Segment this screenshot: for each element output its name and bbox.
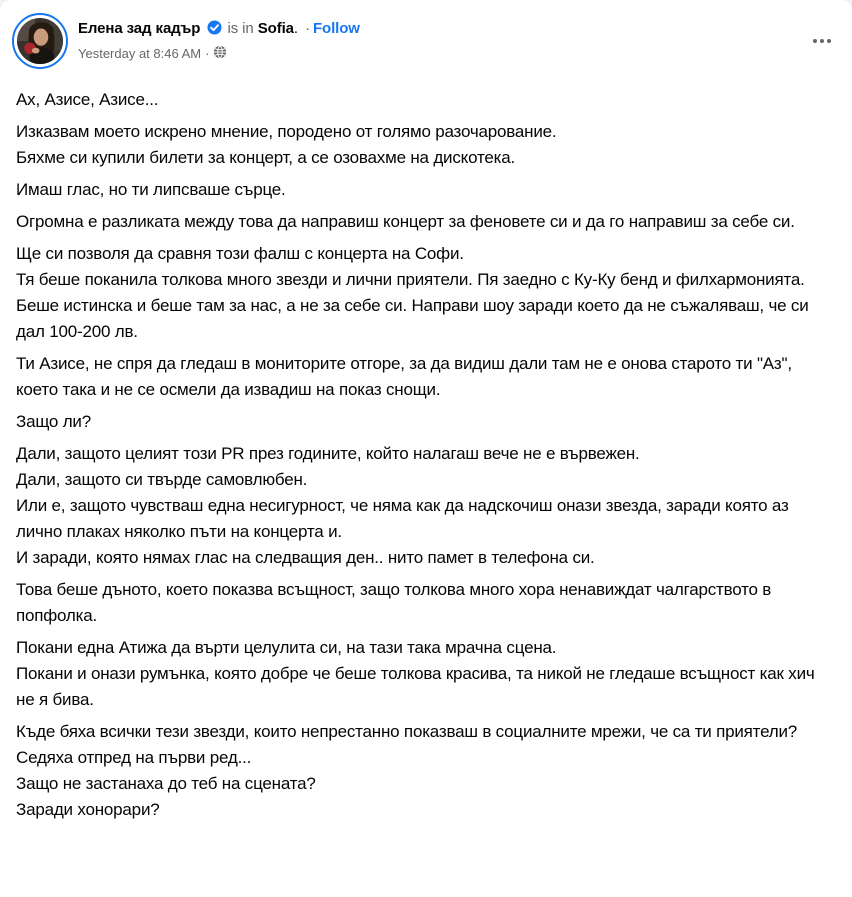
post-text-line: Седяха отпред на първи ред... bbox=[16, 748, 252, 767]
post-text-line: И заради, която нямах глас на следващия ден.. нито памет в телефона си. bbox=[16, 548, 595, 567]
after-location-text: . bbox=[293, 20, 298, 37]
post-text-line: Ще си позволя да сравня този фалш с концерта на Софи. bbox=[16, 244, 464, 263]
post-text-line: Бяхме си купили билети за концерт, а се озовахме на дискотека. bbox=[16, 148, 516, 167]
post-text-line: Беше истинска и беше там за нас, а не за себе си. Направи шоу заради което да не съжаляваш, че си дал 100-200 лв. bbox=[16, 296, 809, 341]
post-text-line: Дали, защото целият този PR през годините, който налагаш вече не е вървежен. bbox=[16, 444, 640, 463]
post-paragraph bbox=[16, 409, 836, 435]
post-header bbox=[0, 0, 852, 69]
post-text-line: Дали, защото си твърде самовлюбен. bbox=[16, 470, 308, 489]
timestamp-line[interactable] bbox=[78, 45, 806, 62]
follow-button[interactable]: Follow bbox=[312, 20, 360, 37]
post-paragraph bbox=[16, 577, 836, 629]
post-text-line: Това беше дъното, което показва всъщност, защо толкова много хора ненавиждат чалгарството в попфолка. bbox=[16, 580, 772, 625]
post-paragraph bbox=[16, 719, 836, 823]
post-paragraph bbox=[16, 177, 836, 203]
post-paragraph bbox=[16, 441, 836, 571]
timestamp-text[interactable]: Yesterday at 8:46 AM bbox=[78, 46, 202, 61]
post-text-line: Изказвам моето искрено мнение, породено от голямо разочарование. bbox=[16, 122, 557, 141]
dot-separator: · bbox=[305, 20, 310, 37]
post-paragraph bbox=[16, 87, 836, 113]
post-text-line: Имаш глас, но ти липсваше сърце. bbox=[16, 180, 286, 199]
author-name[interactable]: Елена зад кадър bbox=[78, 20, 201, 37]
post-paragraph bbox=[16, 635, 836, 713]
context-text: is in bbox=[227, 20, 254, 37]
post-text-line: Ти Азисе, не спря да гледаш в мониторите отгоре, за да видиш дали там не е онова старото ти "Аз", което така и не се осмели да извадиш на показ снощи. bbox=[16, 354, 792, 399]
post-paragraph bbox=[16, 209, 836, 235]
avatar[interactable] bbox=[12, 13, 68, 69]
post-text-line: Къде бяха всички тези звезди, които непрестанно показваш в социалните мрежи, че са ти приятели? bbox=[16, 722, 798, 741]
more-options-button[interactable] bbox=[806, 25, 838, 57]
post-paragraph bbox=[16, 241, 836, 345]
verified-badge-icon bbox=[203, 22, 226, 39]
post-text-line: Огромна е разликата между това да направиш концерт за феновете си и да го направиш за себе си. bbox=[16, 212, 795, 231]
location-link[interactable]: Sofia bbox=[257, 20, 294, 37]
post-text-line: Покани една Атижа да върти целулита си, на тази така мрачна сцена. bbox=[16, 638, 557, 657]
post-text-line: Ах, Азисе, Азисе... bbox=[16, 90, 159, 109]
meta-dot-separator: · bbox=[205, 46, 210, 61]
post-paragraph bbox=[16, 351, 836, 403]
avatar-image bbox=[17, 18, 63, 64]
post-text-line: Или е, защото чувстваш една несигурност, че няма как да надскочиш онази звезда, заради която аз лично плаках няколко пъти на концерта и. bbox=[16, 496, 789, 541]
title-line bbox=[78, 19, 806, 41]
post-text-line: Покани и онази румънка, която добре че беше толкова красива, та никой не гледаше всъщност как хич не я бива. bbox=[16, 664, 815, 709]
header-info bbox=[68, 13, 806, 62]
post-text-line: Защо не застанаха до теб на сцената? bbox=[16, 774, 316, 793]
post-paragraph bbox=[16, 119, 836, 171]
post-text-line: Тя беше поканила толкова много звезди и лични приятели. Пя заедно с Ку-Ку бенд и филхармонията. bbox=[16, 270, 805, 289]
globe-icon bbox=[213, 45, 227, 62]
post-text-line: Защо ли? bbox=[16, 412, 91, 431]
post-text-line: Заради хонорари? bbox=[16, 800, 160, 819]
post-text bbox=[0, 69, 852, 833]
ellipsis-icon bbox=[813, 39, 817, 43]
